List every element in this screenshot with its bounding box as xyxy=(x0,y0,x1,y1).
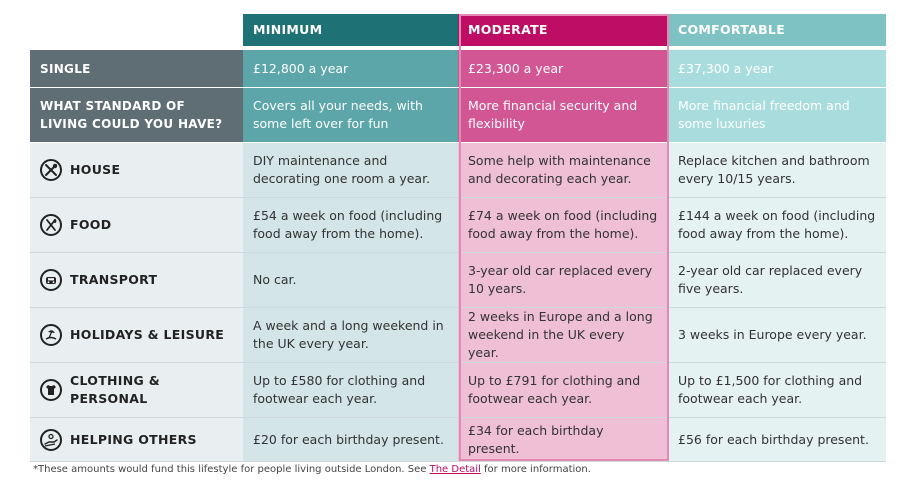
footnote-text-before: *These amounts would fund this lifestyle for people living outside London. See xyxy=(33,464,430,475)
row-label-food xyxy=(30,198,243,253)
row-label-house xyxy=(30,143,243,198)
holidays-comfortable: 3 weeks in Europe every year. xyxy=(668,308,886,363)
single-moderate: £23,300 a year xyxy=(458,50,668,88)
header-moderate: MODERATE xyxy=(458,14,668,46)
clothing-icon xyxy=(40,379,62,401)
header-minimum: MINIMUM xyxy=(243,14,458,46)
single-comfortable: £37,300 a year xyxy=(668,50,886,88)
helping-moderate: £34 for each birthday present. xyxy=(458,418,668,462)
food-minimum: £54 a week on food (including food away from the home). xyxy=(243,198,458,253)
row-label-text: CLOTHING & PERSONAL xyxy=(70,373,160,406)
house-comfortable: Replace kitchen and bathroom every 10/15 years. xyxy=(668,143,886,198)
single-row xyxy=(30,50,886,88)
table-row xyxy=(30,418,886,462)
single-label: SINGLE xyxy=(30,50,243,88)
clothing-moderate: Up to £791 for clothing and footwear each year. xyxy=(458,363,668,418)
giving-hand-icon xyxy=(40,429,62,451)
standard-moderate: More financial security and flexibility xyxy=(458,88,668,143)
header-row xyxy=(30,14,886,46)
standard-label: WHAT STANDARD OF LIVING COULD YOU HAVE? xyxy=(30,88,243,143)
beach-icon xyxy=(40,324,62,346)
row-label-clothing xyxy=(30,363,243,418)
table-row xyxy=(30,253,886,308)
table-row xyxy=(30,308,886,363)
table-row xyxy=(30,363,886,418)
row-label-helping xyxy=(30,418,243,462)
clothing-comfortable: Up to £1,500 for clothing and footwear each year. xyxy=(668,363,886,418)
row-label-holidays xyxy=(30,308,243,363)
transport-minimum: No car. xyxy=(243,253,458,308)
holidays-moderate: 2 weeks in Europe and a long weekend in the UK every year. xyxy=(458,308,668,363)
house-minimum: DIY maintenance and decorating one room a year. xyxy=(243,143,458,198)
helping-minimum: £20 for each birthday present. xyxy=(243,418,458,462)
footnote-text-after: for more information. xyxy=(480,464,591,475)
tools-icon xyxy=(40,159,62,181)
row-label-transport xyxy=(30,253,243,308)
header-corner xyxy=(30,14,243,46)
row-label-text: FOOD xyxy=(70,217,112,232)
living-standards-table xyxy=(30,14,886,462)
table-row xyxy=(30,198,886,253)
row-label-text: HELPING OTHERS xyxy=(70,431,197,447)
footnote xyxy=(33,464,591,475)
transport-comfortable: 2-year old car replaced every five years. xyxy=(668,253,886,308)
standard-comfortable: More financial freedom and some luxuries xyxy=(668,88,886,143)
holidays-minimum: A week and a long weekend in the UK every year. xyxy=(243,308,458,363)
standard-minimum: Covers all your needs, with some left over for fun xyxy=(243,88,458,143)
header-comfortable: COMFORTABLE xyxy=(668,14,886,46)
helping-comfortable: £56 for each birthday present. xyxy=(668,418,886,462)
row-label-text: TRANSPORT xyxy=(70,272,158,287)
single-minimum: £12,800 a year xyxy=(243,50,458,88)
standard-row xyxy=(30,88,886,143)
row-label-text: HOUSE xyxy=(70,162,121,177)
house-moderate: Some help with maintenance and decorating each year. xyxy=(458,143,668,198)
table-row xyxy=(30,143,886,198)
food-moderate: £74 a week on food (including food away from the home). xyxy=(458,198,668,253)
transport-moderate: 3-year old car replaced every 10 years. xyxy=(458,253,668,308)
the-detail-link[interactable]: The Detail xyxy=(429,464,481,475)
cutlery-icon xyxy=(40,214,62,236)
row-label-text: HOLIDAYS & LEISURE xyxy=(70,327,225,342)
car-icon xyxy=(40,269,62,291)
food-comfortable: £144 a week on food (including food away from the home). xyxy=(668,198,886,253)
clothing-minimum: Up to £580 for clothing and footwear each year. xyxy=(243,363,458,418)
